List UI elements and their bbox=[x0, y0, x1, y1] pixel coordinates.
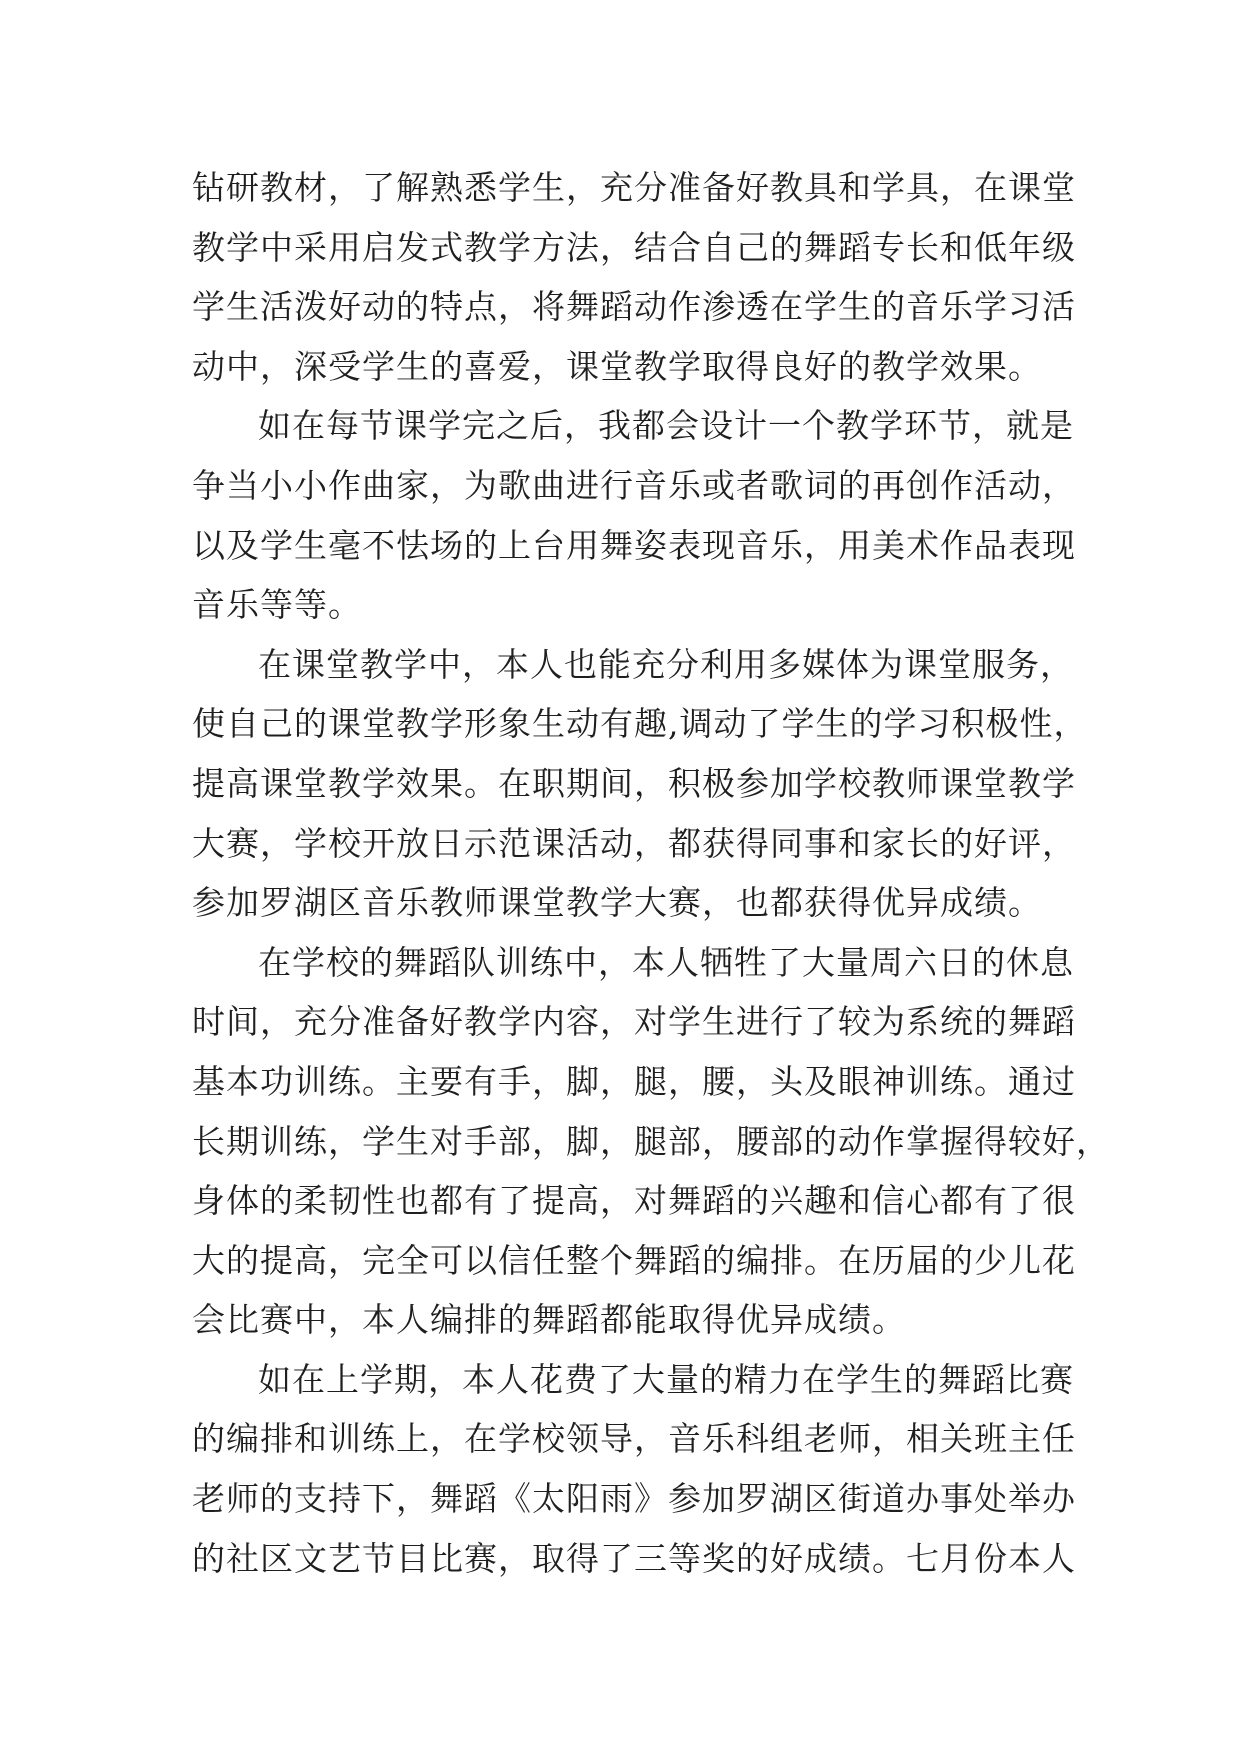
text-line: 教学中采用启发式教学方法，结合自己的舞蹈专长和低年级 bbox=[192, 227, 1076, 267]
text-line: 大赛，学校开放日示范课活动，都获得同事和家长的好评， bbox=[192, 823, 1076, 863]
text-line: 的社区文艺节目比赛，取得了三等奖的好成绩。七月份本人 bbox=[192, 1538, 1076, 1578]
text-line: 使自己的课堂教学形象生动有趣,调动了学生的学习积极性， bbox=[192, 704, 1088, 744]
text-line: 争当小小作曲家，为歌曲进行音乐或者歌词的再创作活动， bbox=[192, 465, 1076, 505]
text-line: 大的提高，完全可以信任整个舞蹈的编排。在历届的少儿花 bbox=[192, 1240, 1076, 1280]
text-line: 以及学生毫不怯场的上台用舞姿表现音乐，用美术作品表现 bbox=[192, 525, 1076, 565]
text-line: 提高课堂教学效果。在职期间，积极参加学校教师课堂教学 bbox=[192, 763, 1076, 803]
text-line: 音乐等等。 bbox=[192, 585, 362, 625]
text-line: 如在每节课学完之后，我都会设计一个教学环节，就是 bbox=[258, 406, 1074, 446]
text-line: 动中，深受学生的喜爱，课堂教学取得良好的教学效果。 bbox=[192, 346, 1042, 386]
paragraph-1 bbox=[192, 158, 1076, 396]
text-line: 钻研教材，了解熟悉学生，充分准备好教具和学具，在课堂 bbox=[192, 168, 1076, 207]
text-line: 参加罗湖区音乐教师课堂教学大赛，也都获得优异成绩。 bbox=[192, 883, 1042, 923]
text-line: 的编排和训练上，在学校领导，音乐科组老师，相关班主任 bbox=[192, 1419, 1076, 1459]
text-line: 会比赛中，本人编排的舞蹈都能取得优异成绩。 bbox=[192, 1300, 906, 1340]
text-line: 在课堂教学中，本人也能充分利用多媒体为课堂服务， bbox=[258, 644, 1074, 684]
text-line: 长期训练，学生对手部，脚，腿部，腰部的动作掌握得较好， bbox=[192, 1121, 1110, 1161]
text-line: 在学校的舞蹈队训练中，本人牺牲了大量周六日的休息 bbox=[258, 942, 1074, 982]
paragraph-3 bbox=[192, 635, 1088, 933]
paragraph-5 bbox=[192, 1350, 1076, 1588]
paragraph-4 bbox=[192, 933, 1110, 1350]
text-line: 身体的柔韧性也都有了提高，对舞蹈的兴趣和信心都有了很 bbox=[192, 1181, 1076, 1221]
text-line: 基本功训练。主要有手，脚，腿，腰，头及眼神训练。通过 bbox=[192, 1061, 1076, 1101]
text-line: 时间，充分准备好教学内容，对学生进行了较为系统的舞蹈 bbox=[192, 1002, 1076, 1042]
paragraph-2 bbox=[192, 396, 1076, 634]
text-line: 如在上学期，本人花费了大量的精力在学生的舞蹈比赛 bbox=[258, 1359, 1074, 1399]
body-text bbox=[192, 158, 1110, 1588]
text-line: 学生活泼好动的特点，将舞蹈动作渗透在学生的音乐学习活 bbox=[192, 287, 1076, 327]
text-line: 老师的支持下，舞蹈《太阳雨》参加罗湖区街道办事处举办 bbox=[192, 1479, 1076, 1519]
